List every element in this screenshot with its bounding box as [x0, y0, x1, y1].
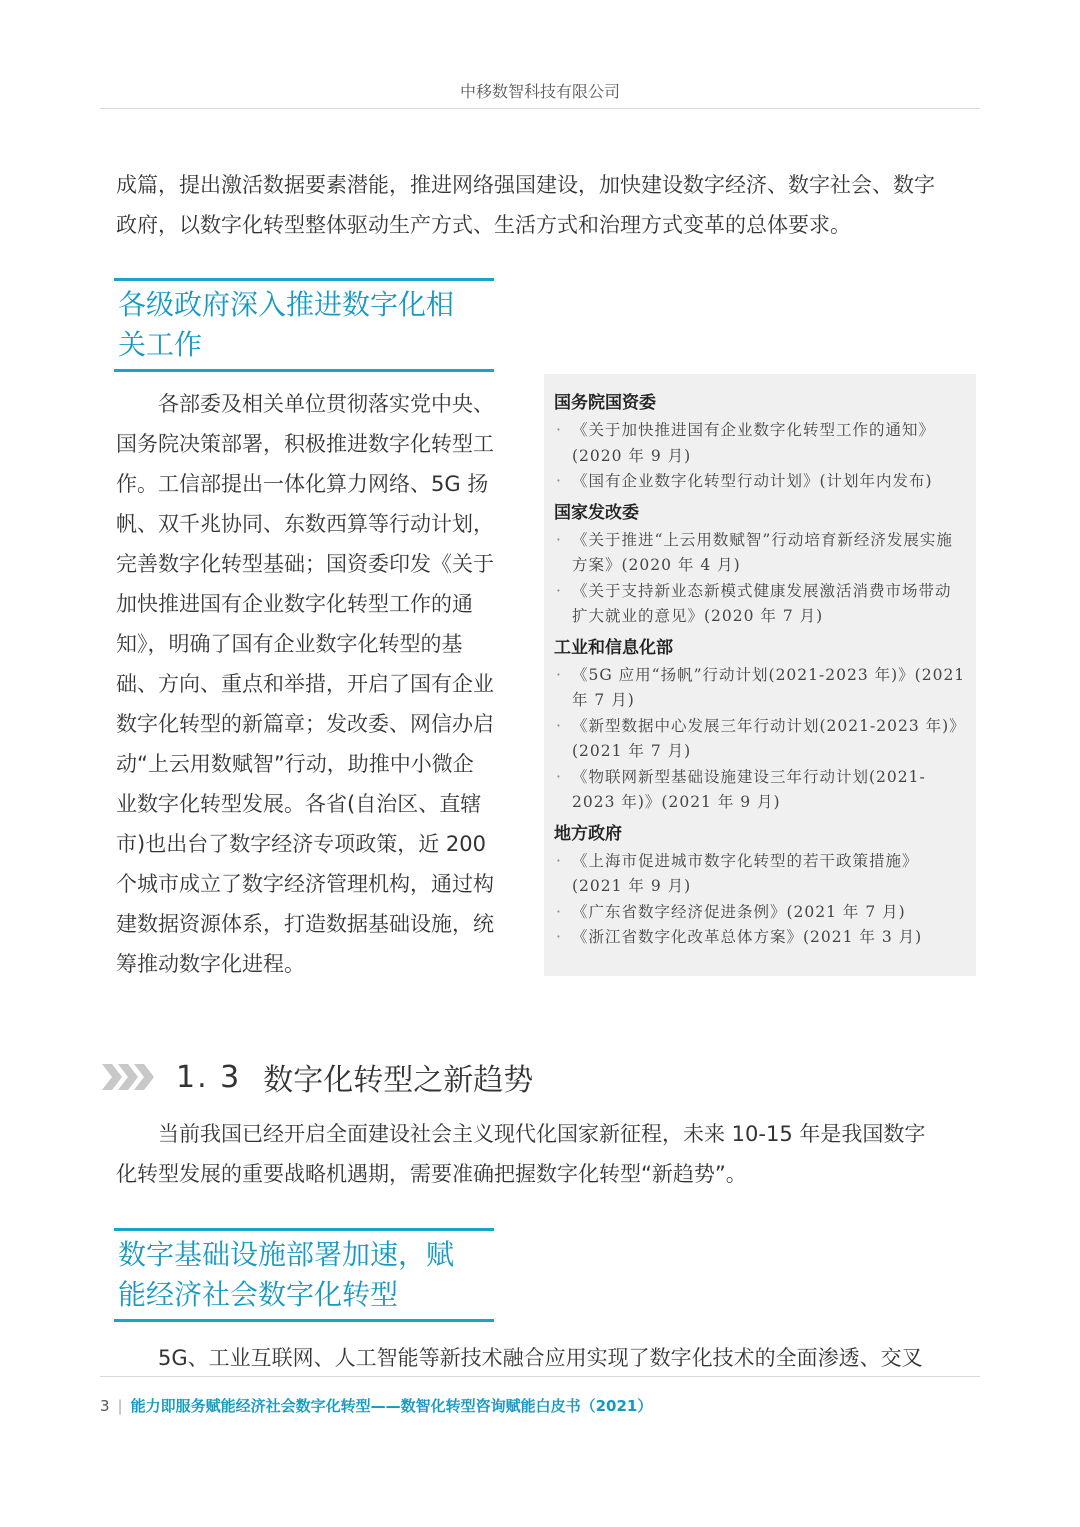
policy-item: · 《关于加快推进国有企业数字化转型工作的通知》(2020 年 9 月) — [554, 418, 966, 469]
text-line: 成篇，提出激活数据要素潜能，推进网络强国建设，加快建设数字经济、数字社会、数字 — [116, 173, 935, 197]
policy-item: · 《浙江省数字化改革总体方案》(2021 年 3 月) — [554, 925, 966, 951]
policy-group-title: 地方政府 — [554, 823, 622, 844]
intro-paragraph — [116, 165, 976, 245]
text-line: 当前我国已经开启全面建设社会主义现代化国家新征程，未来 10-15 年是我国数字 — [116, 1122, 926, 1146]
text-line: 础、方向、重点和举措，开启了国有企业 — [116, 672, 494, 696]
policy-item: · 《5G 应用“扬帆”行动计划(2021-2023 年)》(2021 年 7 月) — [554, 663, 966, 714]
policy-group — [554, 819, 966, 951]
policy-group — [554, 498, 966, 630]
text-line: 个城市成立了数字经济管理机构，通过构 — [116, 872, 494, 896]
policy-sidebar — [544, 374, 976, 976]
chevron-arrows-icon — [102, 1062, 158, 1092]
text-line: 帆、双千兆协同、东数西算等行动计划， — [116, 512, 494, 536]
policy-group-title: 国务院国资委 — [554, 393, 656, 413]
body-paragraph-3 — [116, 1338, 976, 1378]
policy-item: · 《广东省数字经济促进条例》(2021 年 7 月) — [554, 900, 966, 926]
page-header — [100, 76, 980, 109]
policy-item: · 《国有企业数字化转型行动计划》(计划年内发布) — [554, 469, 966, 495]
footer-title: 能力即服务赋能经济社会数字化转型——数智化转型咨询赋能白皮书（2021） — [130, 1397, 653, 1415]
text-line: 完善数字化转型基础；国资委印发《关于 — [116, 552, 494, 576]
subheading-infrastructure — [114, 1228, 494, 1322]
policy-item: · 《关于支持新业态新模式健康发展激活消费市场带动扩大就业的意见》(2020 年 7 月) — [554, 579, 966, 630]
text-line: 数字化转型的新篇章；发改委、网信办启 — [116, 712, 494, 736]
subheading-line: 能经济社会数字化转型 — [118, 1278, 399, 1311]
company-name: 中移数智科技有限公司 — [459, 82, 620, 101]
subheading-government — [114, 278, 494, 372]
policy-group-title: 国家发改委 — [554, 502, 639, 523]
body-paragraph-2 — [116, 1114, 976, 1194]
subheading-line: 各级政府深入推进数字化相 — [118, 288, 455, 321]
page-footer — [100, 1376, 980, 1416]
policy-group-title: 工业和信息化部 — [554, 637, 673, 658]
text-line: 加快推进国有企业数字化转型工作的通 — [116, 592, 473, 616]
text-line: 5G、工业互联网、人工智能等新技术融合应用实现了数字化技术的全面渗透、交叉 — [116, 1346, 923, 1370]
text-line: 各部委及相关单位贯彻落实党中央、 — [116, 392, 494, 416]
subheading-line: 数字基础设施部署加速，赋 — [118, 1238, 455, 1271]
policy-group — [554, 388, 966, 495]
text-line: 知》，明确了国有企业数字化转型的基 — [116, 632, 463, 656]
text-line: 作。工信部提出一体化算力网络、5G 扬 — [116, 472, 489, 496]
policy-item: · 《上海市促进城市数字化转型的若干政策措施》(2021 年 9 月) — [554, 849, 966, 900]
policy-item: · 《新型数据中心发展三年行动计划(2021-2023 年)》(2021 年 7 月) — [554, 714, 966, 765]
body-paragraph-1 — [116, 384, 526, 984]
policy-group — [554, 633, 966, 816]
subheading-line: 关工作 — [118, 328, 203, 361]
text-line: 国务院决策部署，积极推进数字化转型工 — [116, 432, 494, 456]
text-line: 化转型发展的重要战略机遇期，需要准确把握数字化转型“新趋势”。 — [116, 1162, 747, 1186]
section-title: 数字化转型之新趋势 — [263, 1063, 534, 1098]
page-number: 3 — [100, 1396, 110, 1415]
text-line: 政府，以数字化转型整体驱动生产方式、生活方式和治理方式变革的总体要求。 — [116, 213, 851, 237]
text-line: 动“上云用数赋智”行动，助推中小微企 — [116, 752, 474, 776]
policy-item: · 《关于推进“上云用数赋智”行动培育新经济发展实施方案》(2020 年 4 月) — [554, 528, 966, 579]
text-line: 市)也出台了数字经济专项政策，近 200 — [116, 832, 486, 856]
text-line: 建数据资源体系，打造数据基础设施，统 — [116, 912, 494, 936]
policy-item: · 《物联网新型基础设施建设三年行动计划(2021-2023 年)》(2021 年 9 月) — [554, 765, 966, 816]
text-line: 筹推动数字化进程。 — [116, 952, 305, 976]
footer-separator: | — [117, 1396, 123, 1415]
section-heading — [102, 1052, 533, 1102]
section-number: 1. 3 — [176, 1059, 242, 1095]
text-line: 业数字化转型发展。各省(自治区、直辖 — [116, 792, 482, 816]
